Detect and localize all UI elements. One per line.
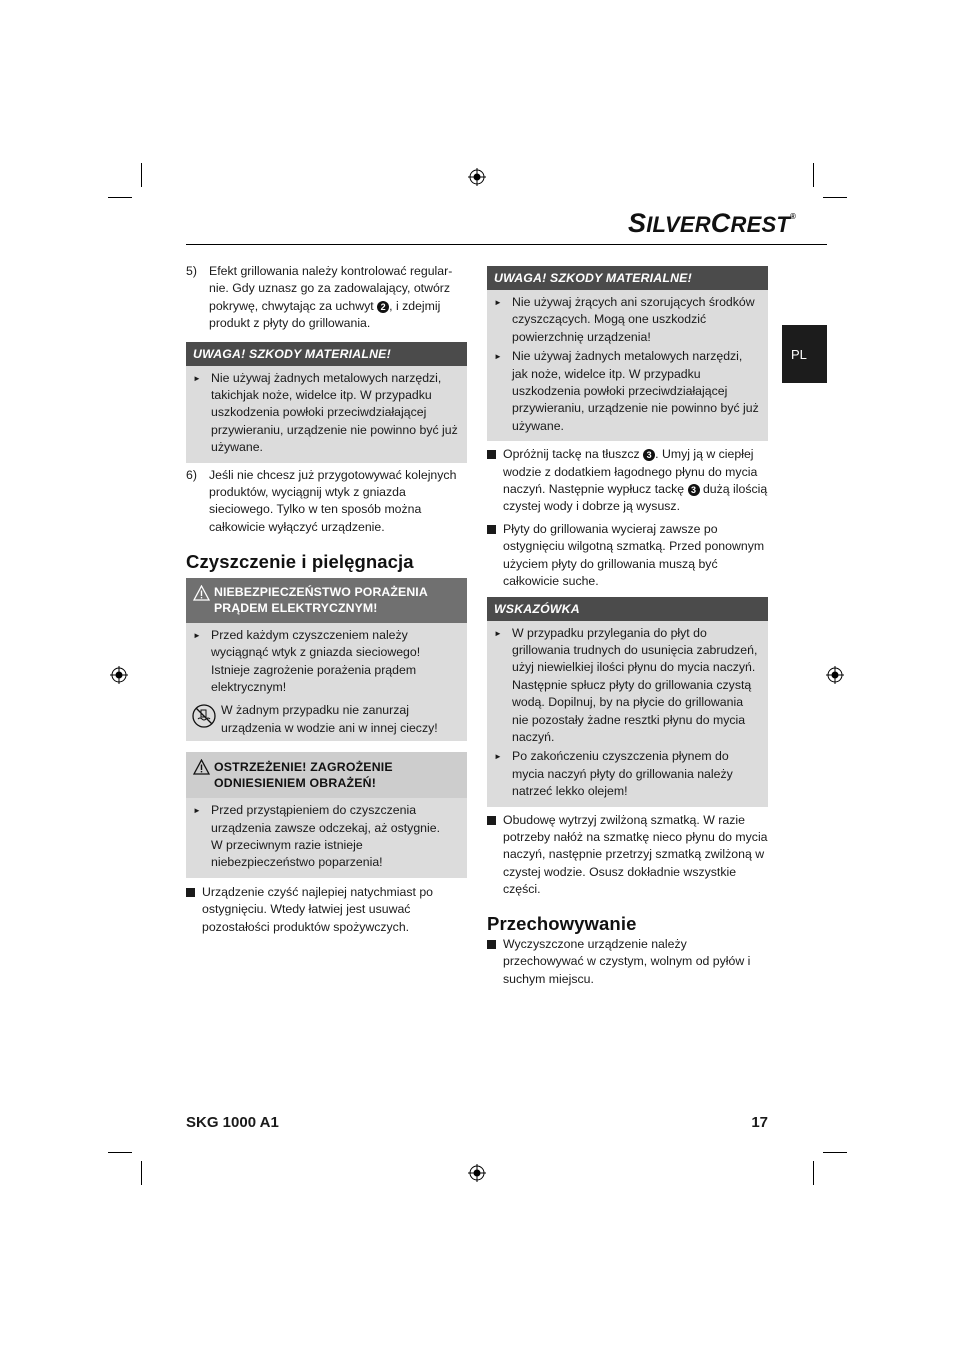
bullet-item: Wyczyszczone urządzenie należy przechowywać w czystym, wolnym od pyłów i suchym miejscu. [487, 936, 768, 988]
bullet-item: Płyty do grillowania wycieraj zawsze po ostygnięciu wilgotną szmatką. Przed ponownym użyciem płyty do grillowania muszą być całkowicie suche. [487, 521, 768, 591]
crop-mark [813, 163, 814, 187]
warning-triangle-icon [193, 759, 210, 775]
list-item: ► Przed każdym czyszczeniem należy wyciągnąć wtyk z gniazda sieciowego! Istnieje zagrożenie porażenia prądem elektrycznym! [193, 627, 421, 694]
caution-box [487, 266, 768, 441]
list-item: ► Po zakończeniu czyszczenia płynem do mycia naczyń płyty do grillowania należy natrzeć lekko olejem! [494, 749, 733, 799]
language-tab: PL [782, 325, 827, 383]
arrow-right-icon: ► [494, 628, 502, 638]
crop-mark [108, 197, 132, 198]
arrow-right-icon: ► [193, 373, 201, 383]
section-heading: Czyszczenie i pielęgnacja [186, 551, 414, 573]
crop-mark [141, 163, 142, 187]
left-column [186, 263, 467, 936]
list-item: ► Przed przystąpieniem do czyszczenia urządzenia zawsze odczekaj, aż ostygnie. W przeciwnym razie istnieje niebezpieczeństwo poparzenia! [193, 803, 440, 870]
brand-logo: SILVERCREST® [628, 208, 797, 238]
registration-mark-icon [468, 168, 486, 186]
step-text: Efekt grillowania należy kontrolować regular-nie. Gdy uznasz go za zadowalający, otwórz pokrywę, chwytając za uchwyt [209, 264, 453, 313]
warning-triangle-icon [193, 585, 210, 601]
step-6 [186, 467, 467, 537]
registration-mark-icon [468, 1164, 486, 1182]
square-bullet-icon [186, 888, 195, 897]
part-ref-3: 3 [688, 484, 700, 496]
caution-title: UWAGA! SZKODY MATERIALNE! [186, 342, 467, 366]
arrow-right-icon: ► [494, 298, 502, 307]
square-bullet-icon [487, 450, 496, 459]
registration-mark-icon [110, 666, 128, 684]
danger-box [186, 578, 467, 741]
arrow-right-icon: ► [193, 630, 201, 640]
bullet-item: Urządzenie czyść najlepiej natychmiast po ostygnięciu. Wtedy łatwiej jest usuwać pozostałości produktów spożywczych. [186, 884, 467, 936]
crop-mark [823, 1152, 847, 1153]
step-number: 5) [186, 264, 197, 278]
square-bullet-icon [487, 525, 496, 534]
bullet-item: Obudowę wytrzyj zwilżoną szmatką. W razie potrzeby nałóż na szmatkę nieco płynu do mycia naczyń, następnie przetrzyj szmatką zwilżoną w czystej wodzie. Osusz dokładnie wszystkie części. [487, 812, 768, 899]
section-heading: Przechowywanie [487, 912, 637, 934]
square-bullet-icon [487, 816, 496, 825]
crop-mark [813, 1161, 814, 1185]
list-item: ► Nie używaj żadnych metalowych narzędzi, jak noże, widelce itp. W przypadku uszkodzenia powłoki przeciwdziałającej przywieraniu, urządzenie nie powinno być już używane. [494, 349, 759, 433]
arrow-right-icon: ► [494, 352, 502, 362]
list-item: ► W przypadku przylegania do płyt do grillowania trudnych do usunięcia zabrudzeń, użyj niewielkiej ilości płynu do mycia naczyń. Następnie spłucz płyty do grillowania czystą wodą. Dopilnuj, by na płycie do grillowania nie pozostały żadne resztki płynu do mycia naczyń. [494, 625, 758, 744]
square-bullet-icon [487, 940, 496, 949]
list-item: ► Nie używaj żrących ani szorujących środków czyszczących. Mogą one uszkodzić powierzchnię urządzenia! [494, 295, 755, 344]
step-text: Jeśli nie chcesz już przygotowywać kolejnych produktów, wyciągnij wtyk z gniazda sieciowego. Tylko w ten sposób można całkowicie wyłączyć urządzenie. [209, 467, 457, 534]
crop-mark [108, 1152, 132, 1153]
caution-title: UWAGA! SZKODY MATERIALNE! [487, 266, 768, 290]
right-column [487, 266, 768, 988]
header-rule [186, 244, 827, 245]
part-ref-2: 2 [377, 301, 389, 313]
step-number: 6) [186, 467, 197, 482]
hint-title: WSKAZÓWKA [487, 597, 768, 621]
arrow-right-icon: ► [494, 752, 502, 762]
step-5 [186, 263, 467, 333]
part-ref-3: 3 [643, 449, 655, 461]
no-immerse-icon [192, 704, 216, 728]
crop-mark [823, 197, 847, 198]
step-text: , i zdejmij produkt z płyty do grillowania. [209, 298, 441, 331]
list-item: ► Nie używaj żadnych metalowych narzędzi, takichjak noże, widelce itp. W przypadku uszkodzenia powłoki przeciwdziałającej przywieraniu, urządzenie nie powinno być już używane. [193, 370, 458, 455]
hint-box [487, 597, 768, 807]
caution-box [186, 342, 467, 463]
bullet-item: Opróżnij tackę na tłuszcz 3 . Umyj ją w ciepłej wodzie z dodatkiem łagodnego płynu do mycia naczyń. Następnie wypłucz tackę 3 dużą ilością czystej wody i dobrze ją wysusz. [487, 446, 768, 516]
registration-mark-icon [826, 666, 844, 684]
page-number: 17 [751, 1114, 768, 1131]
danger-title: NIEBEZPIECZEŃSTWO PORAŻENIA PRĄDEM ELEKTRYCZNYM! [186, 578, 467, 623]
crop-mark [141, 1161, 142, 1185]
no-immerse-note: W żadnym przypadku nie zanurzaj urządzenia w wodzie ani w innej cieczy! [193, 702, 459, 737]
warning-title: OSTRZEŻENIE! ZAGROŻENIE ODNIESIENIEM OBRAŻEŃ! [186, 752, 467, 798]
model-number: SKG 1000 A1 [186, 1114, 279, 1131]
warning-box [186, 752, 467, 878]
arrow-right-icon: ► [193, 806, 201, 816]
